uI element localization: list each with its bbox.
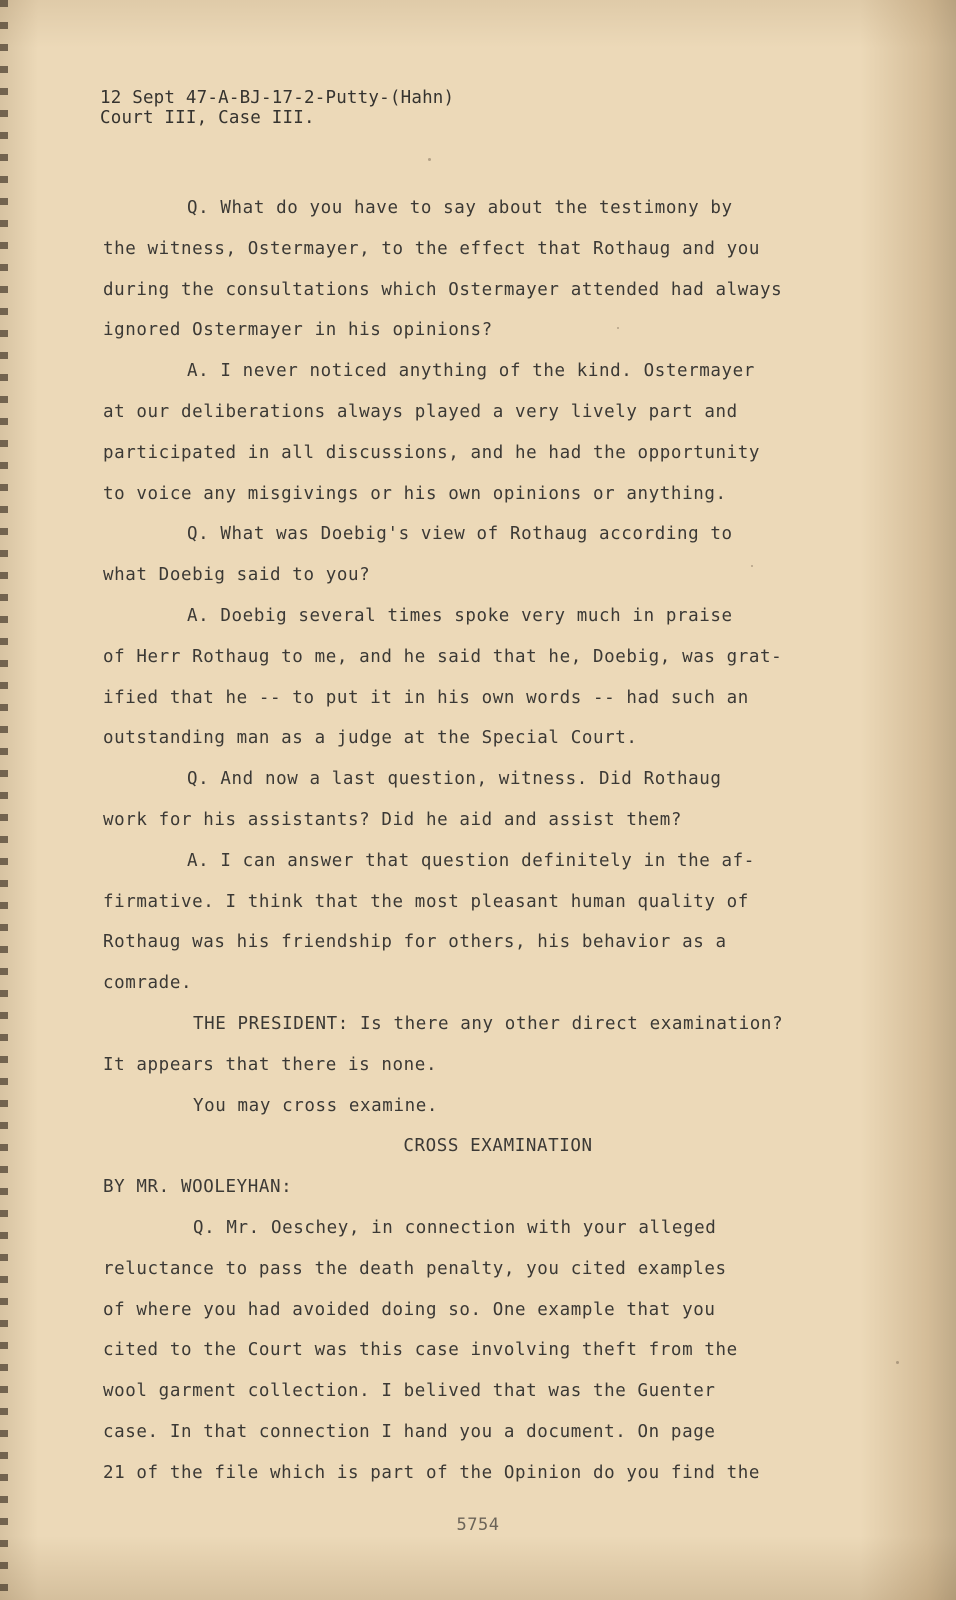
answer-line: A. Doebig several times spoke very much in praise [187,605,733,626]
answer-line: A. I can answer that question definitely in the af- [187,850,755,871]
text-line: outstanding man as a judge at the Special Court. [103,728,638,749]
section-heading: CROSS EXAMINATION [403,1136,593,1157]
text-line: ignored Ostermayer in his opinions? [103,320,493,341]
document-header [100,88,454,128]
text-line: to voice any misgivings or his own opinions or anything. [103,483,727,504]
page-number: 5754 [456,1515,500,1535]
text-line: what Doebig said to you? [103,565,371,586]
text-line: You may cross examine. [193,1095,438,1116]
text-line: participated in all discussions, and he had the opportunity [103,442,761,463]
president-line: THE PRESIDENT: Is there any other direct examination? [193,1013,784,1034]
question-line: Q. And now a last question, witness. Did Rothaug [187,769,722,790]
text-line: of where you had avoided doing so. One example that you [103,1299,716,1320]
paper-speck [896,1361,899,1364]
text-line: cited to the Court was this case involving theft from the [103,1340,738,1361]
header-reference: 12 Sept 47-A-BJ-17-2-Putty-(Hahn) [100,88,455,108]
paper-speck [751,565,753,567]
text-line: work for his assistants? Did he aid and assist them? [103,809,683,830]
paper-speck [617,327,619,329]
text-line: reluctance to pass the death penalty, you cited examples [103,1258,727,1279]
answer-line: A. I never noticed anything of the kind. Ostermayer [187,361,755,382]
text-line: It appears that there is none. [103,1054,438,1075]
text-line: ified that he -- to put it in his own words -- had such an [103,687,749,708]
question-line: Q. Mr. Oeschey, in connection with your alleged [193,1217,717,1238]
transcript-body [103,188,863,1494]
header-court: Court III, Case III. [100,108,315,128]
question-line: Q. What do you have to say about the testimony by [187,198,733,218]
question-line: Q. What was Doebig's view of Rothaug according to [187,524,733,545]
text-line: wool garment collection. I belived that was the Guenter [103,1381,716,1402]
text-line: case. In that connection I hand you a document. On page [103,1421,716,1442]
text-line: 21 of the file which is part of the Opinion do you find the [103,1462,761,1483]
examiner-line: BY MR. WOOLEYHAN: [103,1177,293,1198]
text-line: comrade. [103,973,193,994]
binding-holes [0,0,8,1600]
paper-speck [428,158,431,161]
text-line: of Herr Rothaug to me, and he said that he, Doebig, was grat- [103,646,783,667]
text-line: the witness, Ostermayer, to the effect that Rothaug and you [103,238,761,259]
text-line: at our deliberations always played a very lively part and [103,401,738,422]
text-line: Rothaug was his friendship for others, his behavior as a [103,932,727,953]
text-line: during the consultations which Ostermayer attended had always [103,279,783,300]
text-line: firmative. I think that the most pleasant human quality of [103,891,749,912]
